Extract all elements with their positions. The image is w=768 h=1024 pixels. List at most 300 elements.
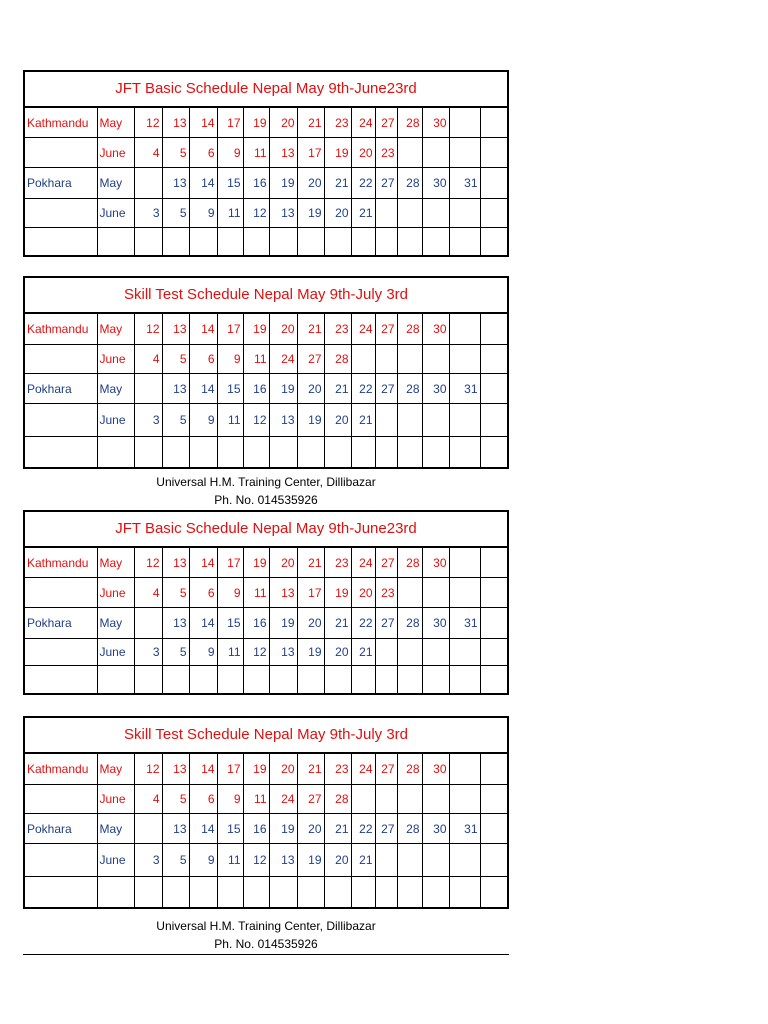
day-cell: 13 bbox=[162, 314, 189, 345]
day-cell bbox=[397, 877, 422, 907]
month-cell bbox=[97, 228, 134, 255]
day-cell bbox=[324, 877, 351, 907]
city-cell: Pokhara bbox=[25, 374, 97, 404]
day-cell bbox=[134, 666, 162, 693]
day-cell bbox=[189, 437, 217, 467]
day-cell: 27 bbox=[375, 374, 397, 404]
day-cell bbox=[351, 666, 375, 693]
schedule-title: Skill Test Schedule Nepal May 9th-July 3rd bbox=[25, 718, 507, 753]
day-cell bbox=[397, 666, 422, 693]
day-cell: 22 bbox=[351, 608, 375, 639]
table-row bbox=[25, 199, 507, 228]
day-cell: 31 bbox=[449, 608, 480, 639]
table-row bbox=[25, 138, 507, 168]
footer-caption-2 bbox=[23, 917, 509, 953]
day-cell: 5 bbox=[162, 785, 189, 814]
month-cell: May bbox=[97, 548, 134, 578]
schedule-grid bbox=[25, 753, 507, 907]
day-cell: 24 bbox=[351, 754, 375, 785]
city-cell bbox=[25, 345, 97, 374]
footer-center-name: Universal H.M. Training Center, Dillibazar bbox=[156, 475, 376, 489]
day-cell: 9 bbox=[189, 639, 217, 666]
day-cell: 14 bbox=[189, 814, 217, 844]
day-cell bbox=[217, 877, 243, 907]
day-cell: 12 bbox=[134, 108, 162, 138]
day-cell: 21 bbox=[324, 168, 351, 199]
day-cell: 27 bbox=[375, 314, 397, 345]
day-cell: 21 bbox=[351, 404, 375, 437]
day-cell bbox=[375, 404, 397, 437]
day-cell: 23 bbox=[375, 578, 397, 608]
day-cell: 20 bbox=[269, 108, 297, 138]
day-cell bbox=[351, 228, 375, 255]
day-cell bbox=[480, 314, 507, 345]
day-cell: 13 bbox=[269, 844, 297, 877]
day-cell: 9 bbox=[217, 345, 243, 374]
day-cell: 30 bbox=[422, 314, 449, 345]
day-cell: 27 bbox=[297, 785, 324, 814]
day-cell: 20 bbox=[324, 404, 351, 437]
day-cell: 11 bbox=[243, 138, 269, 168]
day-cell bbox=[134, 228, 162, 255]
day-cell bbox=[449, 844, 480, 877]
day-cell bbox=[375, 666, 397, 693]
day-cell: 23 bbox=[375, 138, 397, 168]
jft-schedule-table-1 bbox=[23, 70, 509, 257]
day-cell bbox=[297, 228, 324, 255]
day-cell: 3 bbox=[134, 199, 162, 228]
day-cell: 23 bbox=[324, 108, 351, 138]
day-cell: 28 bbox=[397, 168, 422, 199]
table-row bbox=[25, 814, 507, 844]
table-row bbox=[25, 639, 507, 666]
day-cell: 19 bbox=[243, 108, 269, 138]
day-cell bbox=[397, 199, 422, 228]
day-cell: 28 bbox=[397, 608, 422, 639]
day-cell bbox=[397, 437, 422, 467]
day-cell: 14 bbox=[189, 548, 217, 578]
day-cell bbox=[397, 785, 422, 814]
day-cell bbox=[449, 666, 480, 693]
day-cell bbox=[243, 437, 269, 467]
day-cell bbox=[243, 877, 269, 907]
day-cell bbox=[134, 374, 162, 404]
day-cell bbox=[480, 785, 507, 814]
bottom-divider bbox=[23, 954, 509, 955]
day-cell: 12 bbox=[243, 199, 269, 228]
day-cell: 4 bbox=[134, 785, 162, 814]
skill-test-schedule-table-1 bbox=[23, 276, 509, 469]
day-cell: 13 bbox=[269, 138, 297, 168]
city-cell bbox=[25, 578, 97, 608]
day-cell: 13 bbox=[269, 199, 297, 228]
day-cell: 16 bbox=[243, 608, 269, 639]
footer-phone: Ph. No. 014535926 bbox=[214, 493, 318, 507]
day-cell: 28 bbox=[397, 548, 422, 578]
schedule-grid bbox=[25, 547, 507, 693]
day-cell: 20 bbox=[269, 314, 297, 345]
city-cell: Kathmandu bbox=[25, 548, 97, 578]
day-cell: 5 bbox=[162, 639, 189, 666]
day-cell: 30 bbox=[422, 548, 449, 578]
day-cell: 21 bbox=[324, 374, 351, 404]
day-cell: 5 bbox=[162, 578, 189, 608]
day-cell bbox=[480, 666, 507, 693]
day-cell: 31 bbox=[449, 168, 480, 199]
month-cell bbox=[97, 666, 134, 693]
month-cell: May bbox=[97, 754, 134, 785]
table-row bbox=[25, 228, 507, 255]
day-cell: 12 bbox=[243, 639, 269, 666]
city-cell: Pokhara bbox=[25, 814, 97, 844]
day-cell: 21 bbox=[351, 639, 375, 666]
day-cell bbox=[134, 608, 162, 639]
day-cell: 28 bbox=[397, 108, 422, 138]
day-cell bbox=[422, 877, 449, 907]
day-cell: 24 bbox=[351, 314, 375, 345]
day-cell bbox=[397, 844, 422, 877]
day-cell: 20 bbox=[324, 199, 351, 228]
day-cell: 5 bbox=[162, 138, 189, 168]
day-cell bbox=[375, 345, 397, 374]
day-cell: 13 bbox=[162, 168, 189, 199]
day-cell: 19 bbox=[297, 199, 324, 228]
day-cell: 20 bbox=[297, 168, 324, 199]
day-cell bbox=[480, 228, 507, 255]
day-cell bbox=[162, 228, 189, 255]
day-cell: 19 bbox=[297, 404, 324, 437]
day-cell bbox=[397, 404, 422, 437]
day-cell: 21 bbox=[297, 548, 324, 578]
day-cell bbox=[480, 108, 507, 138]
day-cell bbox=[480, 844, 507, 877]
day-cell: 6 bbox=[189, 785, 217, 814]
day-cell: 15 bbox=[217, 168, 243, 199]
city-cell bbox=[25, 228, 97, 255]
day-cell: 13 bbox=[162, 548, 189, 578]
day-cell: 19 bbox=[297, 639, 324, 666]
day-cell: 19 bbox=[243, 754, 269, 785]
city-cell bbox=[25, 404, 97, 437]
day-cell bbox=[269, 228, 297, 255]
day-cell bbox=[422, 785, 449, 814]
day-cell: 19 bbox=[269, 608, 297, 639]
day-cell bbox=[422, 578, 449, 608]
day-cell: 28 bbox=[324, 785, 351, 814]
day-cell: 19 bbox=[269, 374, 297, 404]
day-cell: 27 bbox=[375, 754, 397, 785]
city-cell bbox=[25, 785, 97, 814]
day-cell bbox=[297, 877, 324, 907]
day-cell: 13 bbox=[269, 578, 297, 608]
day-cell: 12 bbox=[243, 844, 269, 877]
day-cell: 12 bbox=[134, 548, 162, 578]
day-cell: 19 bbox=[269, 168, 297, 199]
day-cell bbox=[375, 228, 397, 255]
day-cell bbox=[480, 345, 507, 374]
day-cell: 5 bbox=[162, 844, 189, 877]
day-cell: 27 bbox=[297, 345, 324, 374]
day-cell: 11 bbox=[217, 404, 243, 437]
day-cell: 9 bbox=[189, 404, 217, 437]
day-cell: 17 bbox=[297, 578, 324, 608]
day-cell bbox=[189, 877, 217, 907]
footer-phone: Ph. No. 014535926 bbox=[214, 937, 318, 951]
day-cell: 14 bbox=[189, 374, 217, 404]
month-cell: May bbox=[97, 314, 134, 345]
month-cell: June bbox=[97, 199, 134, 228]
day-cell bbox=[422, 844, 449, 877]
day-cell: 20 bbox=[297, 374, 324, 404]
day-cell: 28 bbox=[397, 374, 422, 404]
day-cell bbox=[480, 877, 507, 907]
day-cell: 28 bbox=[397, 314, 422, 345]
day-cell bbox=[297, 666, 324, 693]
day-cell bbox=[422, 228, 449, 255]
day-cell bbox=[162, 437, 189, 467]
city-cell bbox=[25, 877, 97, 907]
day-cell: 13 bbox=[269, 404, 297, 437]
day-cell: 19 bbox=[243, 314, 269, 345]
day-cell bbox=[480, 374, 507, 404]
day-cell: 20 bbox=[297, 814, 324, 844]
day-cell bbox=[480, 754, 507, 785]
day-cell: 14 bbox=[189, 754, 217, 785]
day-cell: 23 bbox=[324, 754, 351, 785]
day-cell bbox=[480, 814, 507, 844]
day-cell: 11 bbox=[217, 844, 243, 877]
day-cell: 15 bbox=[217, 374, 243, 404]
day-cell: 3 bbox=[134, 404, 162, 437]
table-row bbox=[25, 345, 507, 374]
table-row bbox=[25, 108, 507, 138]
city-cell bbox=[25, 844, 97, 877]
day-cell: 15 bbox=[217, 814, 243, 844]
day-cell bbox=[375, 785, 397, 814]
day-cell bbox=[217, 228, 243, 255]
day-cell bbox=[217, 666, 243, 693]
day-cell bbox=[449, 138, 480, 168]
table-row bbox=[25, 608, 507, 639]
day-cell: 27 bbox=[375, 608, 397, 639]
day-cell bbox=[422, 345, 449, 374]
day-cell bbox=[162, 666, 189, 693]
day-cell: 5 bbox=[162, 345, 189, 374]
day-cell: 23 bbox=[324, 314, 351, 345]
day-cell bbox=[134, 437, 162, 467]
day-cell bbox=[375, 199, 397, 228]
day-cell: 11 bbox=[243, 345, 269, 374]
day-cell bbox=[422, 404, 449, 437]
day-cell: 4 bbox=[134, 578, 162, 608]
table-row bbox=[25, 666, 507, 693]
footer-caption bbox=[23, 473, 509, 509]
day-cell: 14 bbox=[189, 108, 217, 138]
day-cell: 12 bbox=[134, 754, 162, 785]
day-cell bbox=[189, 666, 217, 693]
day-cell: 30 bbox=[422, 814, 449, 844]
day-cell: 17 bbox=[217, 754, 243, 785]
month-cell: May bbox=[97, 108, 134, 138]
month-cell bbox=[97, 877, 134, 907]
day-cell: 21 bbox=[297, 754, 324, 785]
day-cell bbox=[397, 138, 422, 168]
day-cell bbox=[480, 404, 507, 437]
day-cell: 20 bbox=[269, 548, 297, 578]
table-row bbox=[25, 374, 507, 404]
day-cell: 3 bbox=[134, 639, 162, 666]
day-cell: 12 bbox=[243, 404, 269, 437]
day-cell bbox=[351, 437, 375, 467]
day-cell: 17 bbox=[217, 108, 243, 138]
day-cell bbox=[480, 437, 507, 467]
city-cell bbox=[25, 666, 97, 693]
city-cell bbox=[25, 138, 97, 168]
day-cell bbox=[480, 608, 507, 639]
day-cell: 22 bbox=[351, 374, 375, 404]
day-cell: 4 bbox=[134, 138, 162, 168]
day-cell: 31 bbox=[449, 374, 480, 404]
day-cell bbox=[269, 877, 297, 907]
day-cell: 16 bbox=[243, 374, 269, 404]
day-cell bbox=[449, 314, 480, 345]
day-cell: 27 bbox=[375, 548, 397, 578]
schedule-title: JFT Basic Schedule Nepal May 9th-June23rd bbox=[25, 512, 507, 547]
day-cell: 28 bbox=[397, 754, 422, 785]
city-cell: Kathmandu bbox=[25, 754, 97, 785]
day-cell bbox=[480, 199, 507, 228]
day-cell bbox=[134, 168, 162, 199]
day-cell bbox=[480, 578, 507, 608]
day-cell bbox=[397, 228, 422, 255]
day-cell bbox=[351, 785, 375, 814]
day-cell bbox=[480, 168, 507, 199]
day-cell: 11 bbox=[243, 785, 269, 814]
day-cell: 22 bbox=[351, 814, 375, 844]
table-row bbox=[25, 877, 507, 907]
day-cell: 6 bbox=[189, 138, 217, 168]
day-cell: 9 bbox=[217, 785, 243, 814]
city-cell bbox=[25, 199, 97, 228]
month-cell: June bbox=[97, 844, 134, 877]
day-cell: 11 bbox=[243, 578, 269, 608]
day-cell: 21 bbox=[324, 608, 351, 639]
day-cell: 30 bbox=[422, 608, 449, 639]
day-cell bbox=[324, 666, 351, 693]
day-cell bbox=[449, 108, 480, 138]
day-cell bbox=[375, 639, 397, 666]
month-cell: June bbox=[97, 404, 134, 437]
day-cell: 16 bbox=[243, 814, 269, 844]
day-cell: 13 bbox=[162, 374, 189, 404]
day-cell bbox=[422, 138, 449, 168]
day-cell: 9 bbox=[217, 578, 243, 608]
day-cell bbox=[297, 437, 324, 467]
city-cell bbox=[25, 437, 97, 467]
day-cell: 9 bbox=[217, 138, 243, 168]
day-cell: 16 bbox=[243, 168, 269, 199]
day-cell: 12 bbox=[134, 314, 162, 345]
day-cell: 28 bbox=[324, 345, 351, 374]
table-row bbox=[25, 314, 507, 345]
day-cell: 17 bbox=[217, 548, 243, 578]
day-cell: 14 bbox=[189, 608, 217, 639]
day-cell bbox=[397, 578, 422, 608]
day-cell bbox=[422, 199, 449, 228]
day-cell: 19 bbox=[269, 814, 297, 844]
month-cell: June bbox=[97, 578, 134, 608]
day-cell: 24 bbox=[269, 345, 297, 374]
day-cell bbox=[324, 228, 351, 255]
day-cell: 20 bbox=[351, 578, 375, 608]
month-cell: May bbox=[97, 814, 134, 844]
day-cell bbox=[134, 814, 162, 844]
day-cell: 30 bbox=[422, 374, 449, 404]
table-row bbox=[25, 785, 507, 814]
day-cell bbox=[375, 877, 397, 907]
table-row bbox=[25, 168, 507, 199]
day-cell bbox=[243, 228, 269, 255]
day-cell: 20 bbox=[324, 844, 351, 877]
day-cell bbox=[449, 199, 480, 228]
day-cell: 30 bbox=[422, 108, 449, 138]
month-cell: May bbox=[97, 608, 134, 639]
day-cell: 19 bbox=[324, 138, 351, 168]
day-cell: 22 bbox=[351, 168, 375, 199]
day-cell: 28 bbox=[397, 814, 422, 844]
day-cell bbox=[480, 138, 507, 168]
day-cell bbox=[449, 639, 480, 666]
footer-center-name: Universal H.M. Training Center, Dillibazar bbox=[156, 919, 376, 933]
day-cell: 21 bbox=[351, 844, 375, 877]
day-cell: 20 bbox=[324, 639, 351, 666]
day-cell bbox=[422, 437, 449, 467]
day-cell: 15 bbox=[217, 608, 243, 639]
day-cell: 21 bbox=[324, 814, 351, 844]
day-cell: 13 bbox=[269, 639, 297, 666]
month-cell: June bbox=[97, 785, 134, 814]
city-cell: Pokhara bbox=[25, 168, 97, 199]
day-cell: 19 bbox=[243, 548, 269, 578]
city-cell: Kathmandu bbox=[25, 108, 97, 138]
day-cell: 4 bbox=[134, 345, 162, 374]
day-cell: 11 bbox=[217, 199, 243, 228]
day-cell: 27 bbox=[375, 814, 397, 844]
day-cell bbox=[449, 877, 480, 907]
city-cell: Pokhara bbox=[25, 608, 97, 639]
month-cell: May bbox=[97, 168, 134, 199]
month-cell bbox=[97, 437, 134, 467]
day-cell: 5 bbox=[162, 199, 189, 228]
day-cell bbox=[351, 345, 375, 374]
day-cell bbox=[449, 785, 480, 814]
day-cell bbox=[162, 877, 189, 907]
schedule-grid bbox=[25, 313, 507, 467]
day-cell bbox=[243, 666, 269, 693]
day-cell: 24 bbox=[351, 548, 375, 578]
day-cell bbox=[217, 437, 243, 467]
month-cell: June bbox=[97, 639, 134, 666]
day-cell bbox=[449, 578, 480, 608]
day-cell: 19 bbox=[297, 844, 324, 877]
table-row bbox=[25, 578, 507, 608]
month-cell: June bbox=[97, 138, 134, 168]
day-cell: 20 bbox=[351, 138, 375, 168]
day-cell: 6 bbox=[189, 345, 217, 374]
day-cell bbox=[480, 639, 507, 666]
day-cell: 14 bbox=[189, 168, 217, 199]
day-cell: 23 bbox=[324, 548, 351, 578]
